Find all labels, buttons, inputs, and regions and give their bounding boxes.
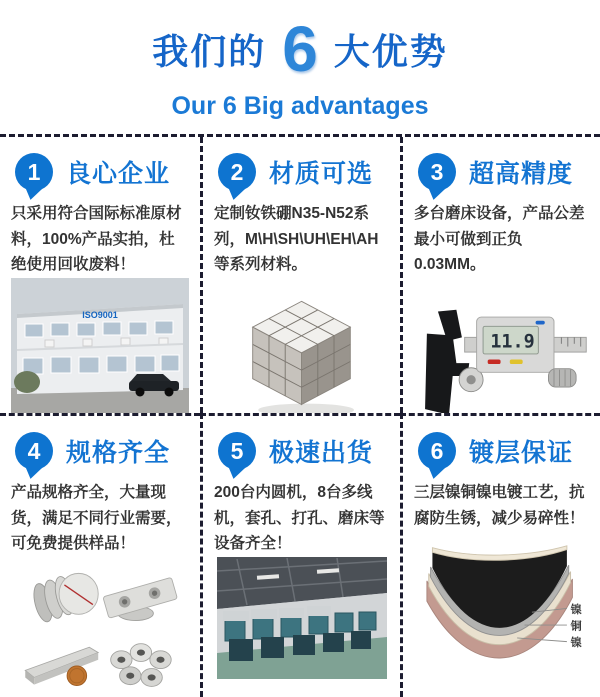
ring-magnets <box>111 643 172 686</box>
card-description: 只采用符合国际标准原材料，100%产品实拍，杜绝使用回收废料！ <box>11 205 182 274</box>
caliper-illustration <box>414 278 589 413</box>
workshop-illustration <box>217 557 387 679</box>
title-prefix: 我们的 <box>152 30 267 72</box>
factory-building-illustration <box>11 278 189 413</box>
thumb-roller <box>548 368 576 386</box>
badge-number: 6 <box>430 437 444 464</box>
advantage-card-5 <box>200 413 400 697</box>
main-title <box>0 10 600 88</box>
badge-number: 3 <box>430 158 444 185</box>
caliper-display-reading: 11.9 <box>490 331 535 353</box>
card-description: 三层镍铜镍电镀工艺，抗腐防生锈，减少易碎性！ <box>414 484 585 527</box>
title-big-number: 6 <box>282 13 318 85</box>
magnet-products-collage-photo <box>11 557 189 697</box>
workshop-photo <box>214 557 389 697</box>
layer-label-copper: 铜 <box>570 620 582 633</box>
number-badge-icon <box>15 153 53 191</box>
card-description: 多台磨床设备，产品公差最小可做到正负0.03MM。 <box>414 205 585 274</box>
magnet-cube-photo <box>214 278 389 413</box>
card-description: 200台内圆机，8台多线机，套孔、打孔、磨床等设备齐全！ <box>214 484 385 553</box>
number-badge-icon <box>218 432 256 470</box>
advantage-card-2 <box>200 137 400 413</box>
subtitle-english: Our 6 Big advantages <box>171 92 429 120</box>
advantage-card-6 <box>400 413 600 697</box>
coating-layers-photo <box>414 531 589 697</box>
stacked-disc-magnets <box>31 573 99 623</box>
badge-number: 2 <box>230 158 244 185</box>
card-description: 定制钕铁硼N35-N52系列，M\H\SH\UH\EH\AH等系列材料。 <box>214 205 379 274</box>
number-badge-icon <box>418 432 456 470</box>
advantages-grid <box>0 134 600 697</box>
number-badge-icon <box>418 153 456 191</box>
badge-number: 4 <box>27 437 41 464</box>
layer-label-nickel-top: 镍 <box>570 604 582 617</box>
factory-building-photo <box>11 278 189 413</box>
card-title: 镀层保证 <box>469 439 574 467</box>
advantage-card-3 <box>400 137 600 413</box>
digital-caliper-photo <box>414 278 589 413</box>
card-title: 极速出货 <box>269 439 374 467</box>
card-title: 规格齐全 <box>66 439 171 467</box>
advantage-card-1 <box>0 137 200 413</box>
card-title: 超高精度 <box>469 160 574 188</box>
card-description: 产品规格齐全，大量现货，满足不同行业需要，可免费提供样品！ <box>11 484 182 553</box>
number-badge-icon <box>218 153 256 191</box>
bar-magnet-with-coin <box>25 647 98 685</box>
badge-number: 1 <box>27 158 41 185</box>
building-sign-text: ISO9001 <box>82 309 118 320</box>
badge-number: 5 <box>230 437 244 464</box>
magnet-cube-illustration <box>214 278 389 413</box>
countersunk-plate-magnet <box>103 577 178 620</box>
layer-label-nickel-bottom: 镍 <box>570 637 582 650</box>
advantage-card-4 <box>0 413 200 697</box>
bush-shape <box>14 371 40 393</box>
magnet-products-illustration <box>11 557 189 697</box>
coating-layers-illustration <box>414 538 589 690</box>
number-badge-icon <box>15 432 53 470</box>
section-header <box>0 0 600 134</box>
card-title: 良心企业 <box>66 160 171 188</box>
title-suffix: 大优势 <box>333 30 448 72</box>
card-title: 材质可选 <box>269 160 374 188</box>
